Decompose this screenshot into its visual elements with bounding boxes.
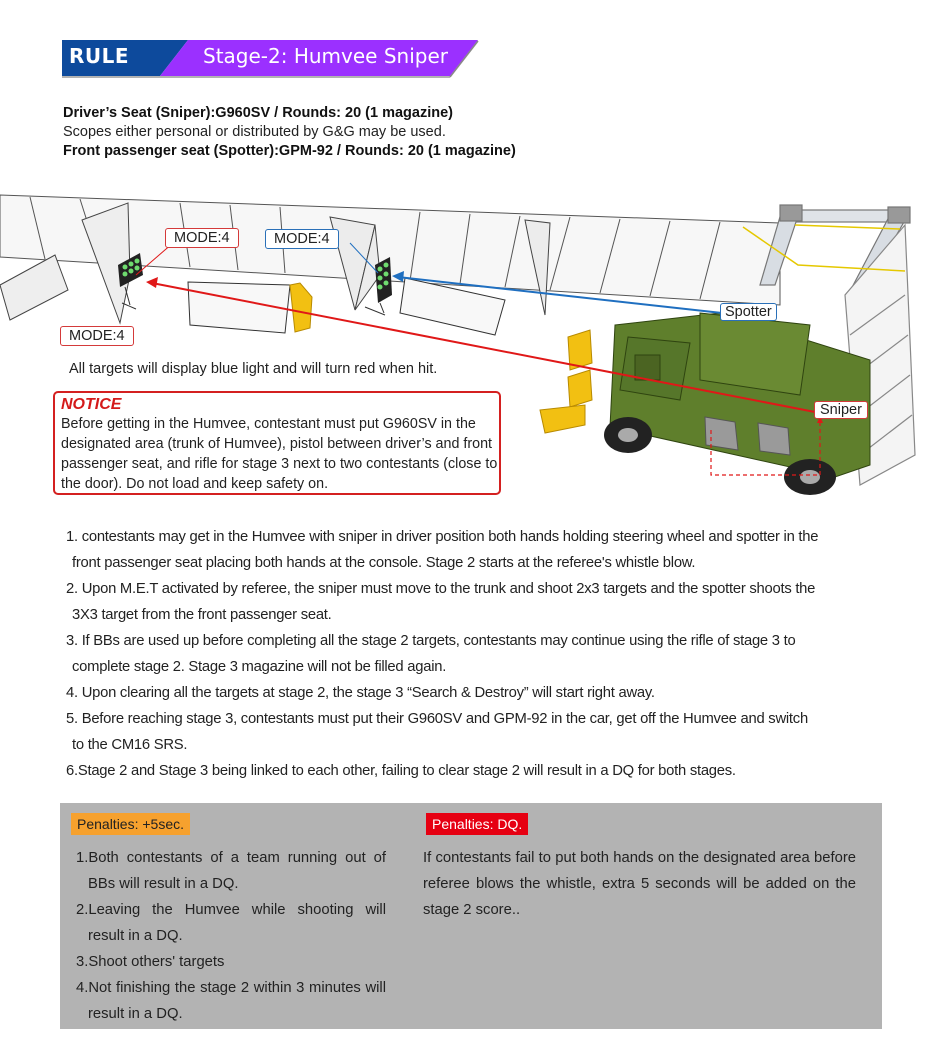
rule-item — [60, 628, 890, 680]
rule-line: 5. Before reaching stage 3, contestants must put their G960SV and GPM-92 in the car, get off the Humvee and switch — [66, 711, 808, 727]
penalty-badge-5sec: Penalties: +5sec. — [71, 813, 190, 835]
rule-line: 1. contestants may get in the Humvee with sniper in driver position both hands holding steering wheel and spotter in the — [66, 529, 819, 545]
rule-line: 3. If BBs are used up before completing all the stage 2 targets, contestants may continue using the rifle of stage 3 to — [66, 633, 796, 649]
spotter-label: Spotter — [720, 303, 777, 321]
passenger-spec: Front passenger seat (Spotter):GPM-92 / Rounds: 20 (1 magazine) — [63, 143, 516, 159]
rule-label: RULE — [69, 44, 130, 68]
rule-item — [60, 706, 890, 758]
penalty-badge-dq: Penalties: DQ. — [426, 813, 528, 835]
penalty-item: 2.Leaving the Humvee while shooting will result in a DQ. — [76, 902, 386, 944]
penalty-list — [76, 845, 386, 1027]
penalty-time-text: If contestants fail to put both hands on the designated area before referee blows the whistle, extra 5 seconds will be added on the stage 2 score.. — [423, 850, 856, 918]
rule-line: 2. Upon M.E.T activated by referee, the sniper must move to the trunk and shoot 2x3 targets and the spotter shoots the — [66, 581, 816, 597]
notice-box — [53, 391, 501, 495]
rule-line: 4. Upon clearing all the targets at stage 2, the stage 3 “Search & Destroy” will start right away. — [66, 685, 655, 701]
rule-line-cont: 3X3 target from the front passenger seat. — [72, 607, 332, 623]
rule-line-cont: complete stage 2. Stage 3 magazine will not be filled again. — [72, 659, 447, 675]
notice-title: NOTICE — [61, 396, 122, 413]
rule-line: 6.Stage 2 and Stage 3 being linked to each other, failing to clear stage 2 will result in a DQ for both stages. — [66, 763, 736, 779]
mode-label-left: MODE:4 — [60, 326, 134, 346]
target-light-caption: All targets will display blue light and will turn red when hit. — [69, 361, 438, 377]
rule-item — [60, 576, 890, 628]
stage-title: Stage-2: Humvee Sniper — [203, 44, 448, 68]
rule-item — [60, 758, 890, 784]
rules-list — [60, 524, 890, 784]
scopes-note: Scopes either personal or distributed by G&G may be used. — [63, 124, 446, 140]
cover-boxes — [188, 278, 505, 335]
rule-line-cont: front passenger seat placing both hands at the console. Stage 2 starts at the referee's whistle blow. — [72, 555, 696, 571]
weapon-specs — [63, 104, 516, 161]
rule-line-cont: to the CM16 SRS. — [72, 737, 188, 753]
penalty-item: 3.Shoot others' targets — [76, 954, 225, 970]
penalty-item: 1.Both contestants of a team running out of BBs will result in a DQ. — [76, 850, 386, 892]
penalty-item: 4.Not finishing the stage 2 within 3 minutes will result in a DQ. — [76, 980, 386, 1022]
rule-item — [60, 524, 890, 576]
mode-label-sniper-target: MODE:4 — [165, 228, 239, 248]
driver-spec: Driver’s Seat (Sniper):G960SV / Rounds: 20 (1 magazine) — [63, 105, 454, 121]
rule-item — [60, 680, 890, 706]
notice-text: Before getting in the Humvee, contestant must put G960SV in the designated area (trunk of Humvee), pistol between driver’s and front passenger seat, and rifle for stage 3 next to two contestants (close to the door). Do not load and keep safety on. — [61, 416, 498, 492]
penalties-panel — [60, 803, 882, 1029]
mode-label-spotter-target: MODE:4 — [265, 229, 339, 249]
sniper-label: Sniper — [814, 401, 868, 419]
stage-banner — [60, 38, 480, 78]
